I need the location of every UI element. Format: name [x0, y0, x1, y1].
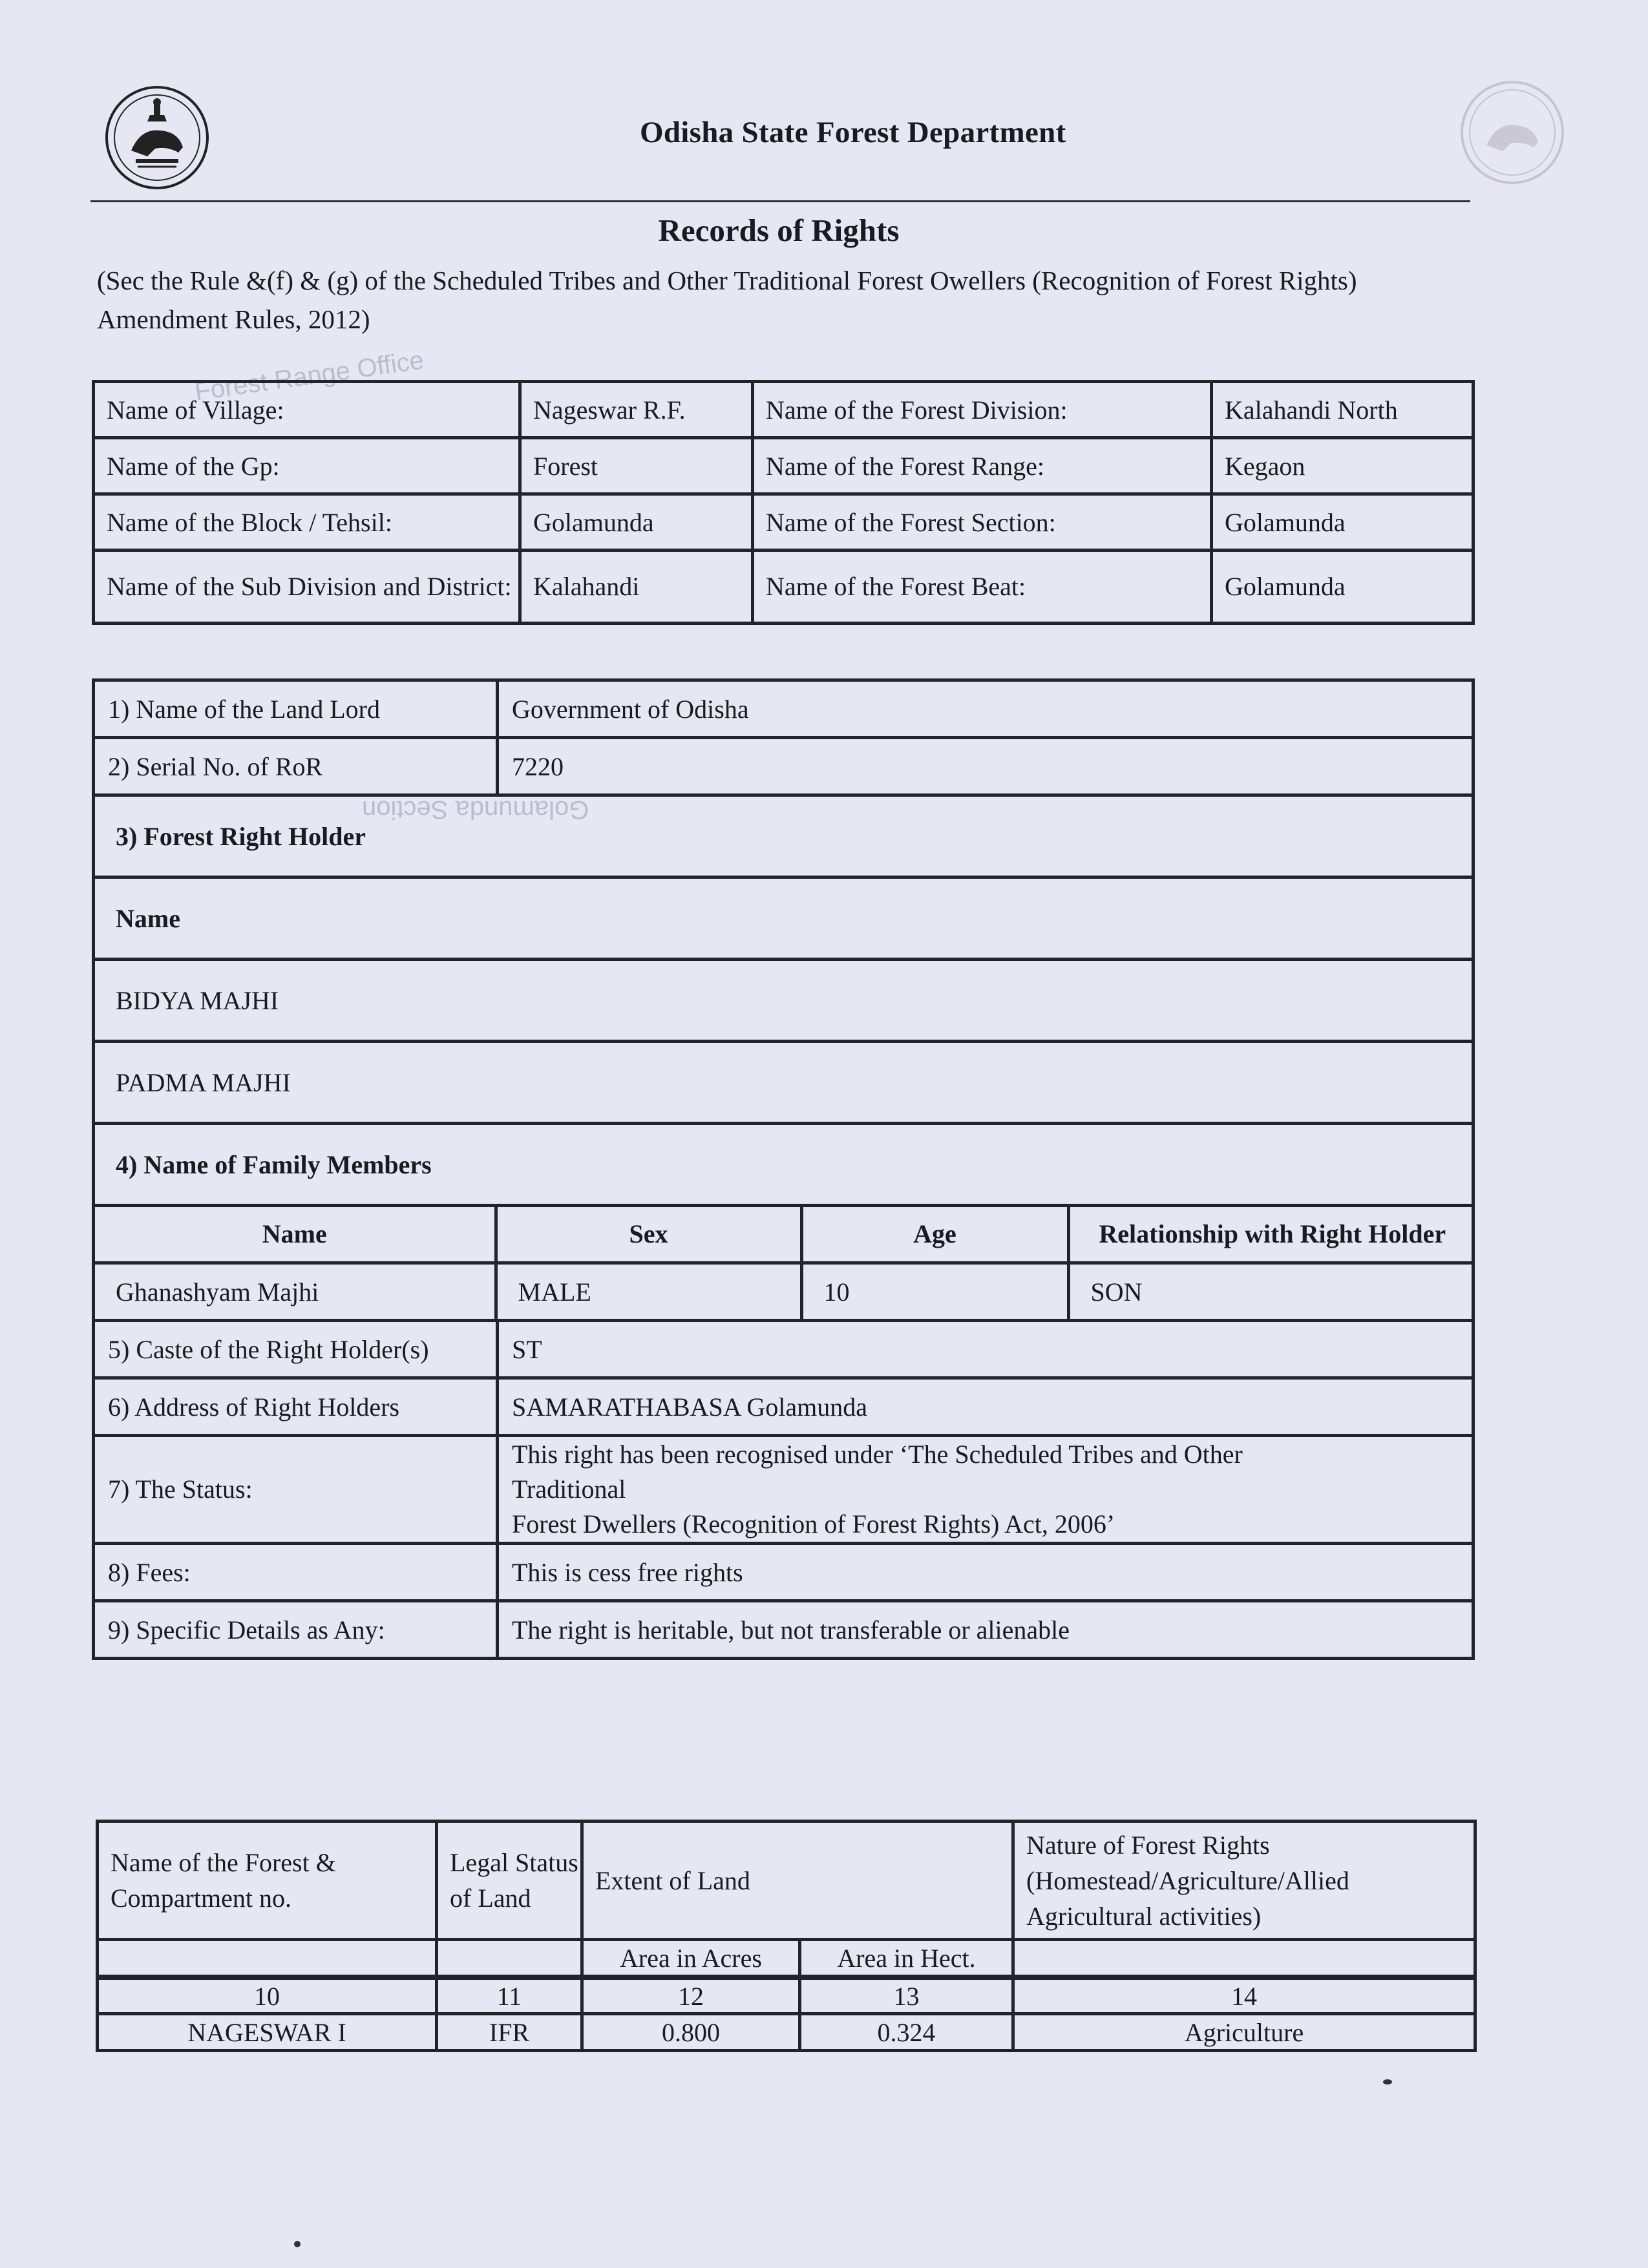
- land-sub-acres: Area in Acres: [582, 1940, 800, 1978]
- family-col-sex: Sex: [496, 1207, 801, 1263]
- status-line: This right has been recognised under ‘The Scheduled Tribes and Other: [512, 1440, 1243, 1469]
- table-row: [94, 1544, 1474, 1601]
- faded-stamp: Golamunda Section: [362, 795, 589, 824]
- family-member-relationship: SON: [1090, 1277, 1143, 1307]
- column-number: 14: [1013, 1977, 1475, 2014]
- village-label: Name of Village:: [94, 382, 520, 438]
- land-forest-value: NAGESWAR I: [98, 2014, 437, 2051]
- column-number: 13: [800, 1977, 1013, 2014]
- land-data-row: [98, 2014, 1475, 2051]
- column-number: 11: [437, 1977, 582, 2014]
- empty-cell: [437, 1940, 582, 1978]
- status-value: [498, 1436, 1474, 1544]
- serial-label: 2) Serial No. of RoR: [94, 738, 498, 795]
- land-legal-value: IFR: [437, 2014, 582, 2051]
- family-header-row: [95, 1207, 1474, 1263]
- family-col-relationship: Relationship with Right Holder: [1068, 1207, 1474, 1263]
- fees-value: This is cess free rights: [498, 1544, 1474, 1601]
- scan-speck: [1383, 2079, 1392, 2084]
- location-table: [92, 380, 1475, 625]
- holder-name: BIDYA MAJHI: [94, 960, 1474, 1042]
- land-subheader-row: [98, 1940, 1475, 1978]
- range-label: Name of the Forest Range:: [753, 438, 1212, 494]
- table-row: [94, 1436, 1474, 1544]
- family-member-age: 10: [801, 1263, 1068, 1319]
- division-value: Kalahandi North: [1212, 382, 1474, 438]
- fees-label: 8) Fees:: [94, 1544, 498, 1601]
- division-label: Name of the Forest Division:: [753, 382, 1212, 438]
- family-members-cell: [94, 1206, 1474, 1321]
- range-value: Kegaon: [1212, 438, 1474, 494]
- column-number: 12: [582, 1977, 800, 2014]
- land-sub-hect: Area in Hect.: [800, 1940, 1013, 1978]
- table-row: [94, 382, 1474, 438]
- table-row: [94, 795, 1474, 877]
- table-row: [94, 1042, 1474, 1124]
- address-label: 6) Address of Right Holders: [94, 1378, 498, 1436]
- table-row: [94, 438, 1474, 494]
- faded-stamp: Forest Range Office: [193, 346, 426, 406]
- land-number-row: [98, 1977, 1475, 2014]
- land-hect-value: 0.324: [800, 2014, 1013, 2051]
- land-table: [96, 1820, 1477, 2052]
- record-table: [92, 678, 1475, 1660]
- family-member-name: Ghanashyam Majhi: [95, 1263, 496, 1319]
- holder-name: PADMA MAJHI: [94, 1042, 1474, 1124]
- family-row: [95, 1263, 1474, 1319]
- land-acres-value: 0.800: [582, 2014, 800, 2051]
- landlord-label: 1) Name of the Land Lord: [94, 680, 498, 738]
- table-row: [94, 1124, 1474, 1206]
- empty-cell: [1013, 1940, 1475, 1978]
- right-holder-heading: 3) Forest Right Holder: [94, 795, 1474, 877]
- faded-emblem-watermark: [1457, 71, 1567, 194]
- family-members-table: [95, 1207, 1474, 1319]
- village-value: Nageswar R.F.: [520, 382, 753, 438]
- address-value: SAMARATHABASA Golamunda: [498, 1378, 1474, 1436]
- beat-label: Name of the Forest Beat:: [753, 551, 1212, 624]
- details-value: The right is heritable, but not transferable or alienable: [498, 1601, 1474, 1659]
- table-row: [94, 494, 1474, 551]
- status-line: Forest Dwellers (Recognition of Forest Rights) Act, 2006’: [512, 1509, 1115, 1538]
- land-col-nature: Nature of Forest Rights (Homestead/Agriculture/Allied Agricultural activities): [1013, 1822, 1475, 1940]
- subdivision-value: Kalahandi: [520, 551, 753, 624]
- family-member-sex: MALE: [496, 1263, 801, 1319]
- land-col-extent: Extent of Land: [582, 1822, 1013, 1940]
- table-row: [94, 680, 1474, 738]
- empty-cell: [98, 1940, 437, 1978]
- table-row: [94, 1206, 1474, 1321]
- block-value: Golamunda: [520, 494, 753, 551]
- family-col-age: Age: [801, 1207, 1068, 1263]
- serial-value: 7220: [498, 738, 1474, 795]
- table-row: [94, 1321, 1474, 1378]
- column-number: 10: [98, 1977, 437, 2014]
- gp-value: Forest: [520, 438, 753, 494]
- odisha-emblem-seal: [102, 76, 212, 199]
- status-line: Traditional: [512, 1475, 626, 1504]
- caste-label: 5) Caste of the Right Holder(s): [94, 1321, 498, 1378]
- land-col-legal: Legal Status of Land: [437, 1822, 582, 1940]
- header-rule: [90, 200, 1470, 202]
- family-col-name: Name: [95, 1207, 496, 1263]
- status-label: 7) The Status:: [94, 1436, 498, 1544]
- table-row: [94, 1601, 1474, 1659]
- land-col-forest: Name of the Forest & Compartment no.: [98, 1822, 437, 1940]
- name-heading: Name: [94, 877, 1474, 960]
- document-title: Records of Rights: [658, 213, 900, 248]
- table-row: [94, 1378, 1474, 1436]
- department-title: Odisha State Forest Department: [640, 116, 1066, 149]
- document-subtitle: (Sec the Rule &(f) & (g) of the Scheduled Tribes and Other Traditional Forest Owellers (Recognition of Forest Rights) Amendment Rules, 2012): [97, 266, 1357, 334]
- scan-speck: [294, 2241, 301, 2247]
- section-label: Name of the Forest Section:: [753, 494, 1212, 551]
- gp-label: Name of the Gp:: [94, 438, 520, 494]
- land-nature-value: Agriculture: [1013, 2014, 1475, 2051]
- land-header-row: [98, 1822, 1475, 1940]
- beat-value: Golamunda: [1212, 551, 1474, 624]
- table-row: [94, 960, 1474, 1042]
- table-row: [94, 877, 1474, 960]
- table-row: [94, 551, 1474, 624]
- landlord-value: Government of Odisha: [498, 680, 1474, 738]
- subdivision-label: Name of the Sub Division and District:: [94, 551, 520, 624]
- family-heading: 4) Name of Family Members: [94, 1124, 1474, 1206]
- table-row: [94, 738, 1474, 795]
- caste-value: ST: [498, 1321, 1474, 1378]
- details-label: 9) Specific Details as Any:: [94, 1601, 498, 1659]
- section-value: Golamunda: [1212, 494, 1474, 551]
- block-label: Name of the Block / Tehsil:: [94, 494, 520, 551]
